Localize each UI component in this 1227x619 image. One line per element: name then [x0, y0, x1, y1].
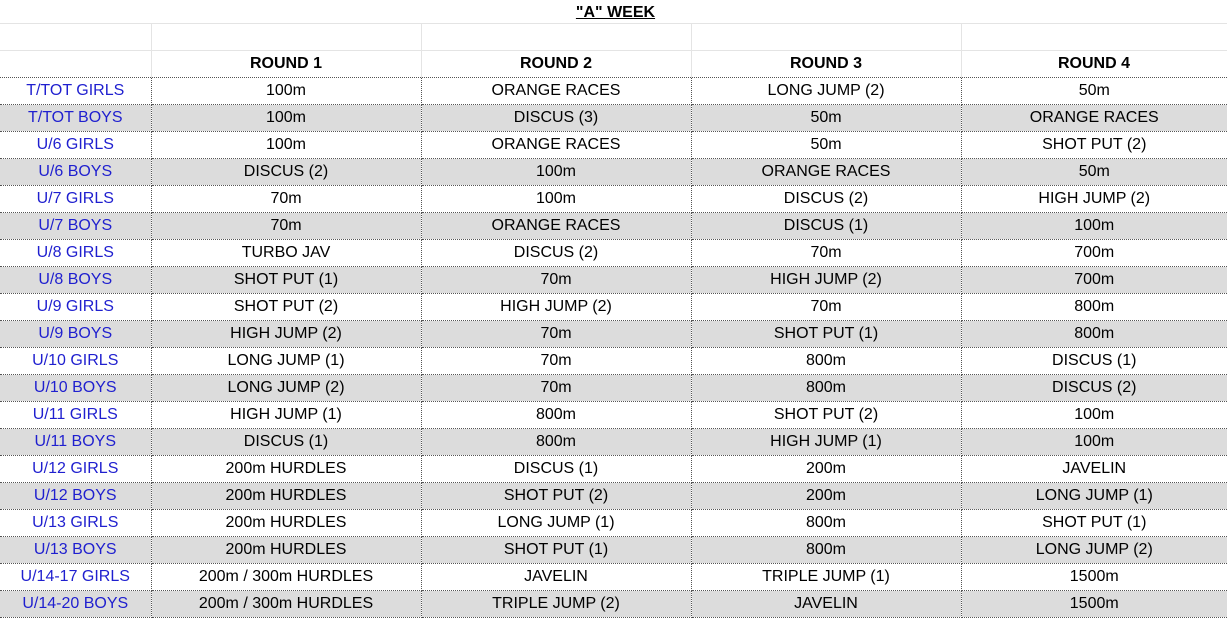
- round-3-event: 800m: [691, 348, 961, 375]
- round-4-event: 50m: [961, 159, 1227, 186]
- group-label: U/10 GIRLS: [0, 348, 151, 375]
- round-4-event: 50m: [961, 78, 1227, 105]
- round-4-event: ORANGE RACES: [961, 105, 1227, 132]
- group-label: U/14-20 BOYS: [0, 591, 151, 618]
- round-1-event: DISCUS (2): [151, 159, 421, 186]
- group-label: U/8 GIRLS: [0, 240, 151, 267]
- header-cell-round-1: ROUND 1: [151, 51, 421, 78]
- group-label: U/6 BOYS: [0, 159, 151, 186]
- table-row: [0, 132, 1227, 159]
- round-2-event: SHOT PUT (1): [421, 537, 691, 564]
- round-3-event: TRIPLE JUMP (1): [691, 564, 961, 591]
- group-label: U/14-17 GIRLS: [0, 564, 151, 591]
- schedule-table: [0, 24, 1227, 618]
- round-3-event: DISCUS (1): [691, 213, 961, 240]
- round-1-event: TURBO JAV: [151, 240, 421, 267]
- blank-cell: [0, 24, 151, 51]
- round-1-event: DISCUS (1): [151, 429, 421, 456]
- round-3-event: 70m: [691, 294, 961, 321]
- round-4-event: 700m: [961, 240, 1227, 267]
- round-3-event: SHOT PUT (2): [691, 402, 961, 429]
- group-label: U/7 GIRLS: [0, 186, 151, 213]
- round-2-event: 70m: [421, 375, 691, 402]
- table-row: [0, 105, 1227, 132]
- table-row: [0, 429, 1227, 456]
- table-row: [0, 510, 1227, 537]
- round-4-event: HIGH JUMP (2): [961, 186, 1227, 213]
- round-4-event: LONG JUMP (2): [961, 537, 1227, 564]
- round-1-event: 200m HURDLES: [151, 537, 421, 564]
- round-2-event: 100m: [421, 186, 691, 213]
- round-3-event: 800m: [691, 537, 961, 564]
- round-3-event: 200m: [691, 456, 961, 483]
- header-cell-group: [0, 51, 151, 78]
- group-label: U/9 BOYS: [0, 321, 151, 348]
- table-row: [0, 537, 1227, 564]
- round-2-event: TRIPLE JUMP (2): [421, 591, 691, 618]
- round-2-event: ORANGE RACES: [421, 78, 691, 105]
- round-2-event: DISCUS (3): [421, 105, 691, 132]
- round-1-event: SHOT PUT (2): [151, 294, 421, 321]
- round-3-event: 200m: [691, 483, 961, 510]
- header-cell-round-2: ROUND 2: [421, 51, 691, 78]
- round-2-event: HIGH JUMP (2): [421, 294, 691, 321]
- round-4-event: DISCUS (1): [961, 348, 1227, 375]
- round-2-event: ORANGE RACES: [421, 132, 691, 159]
- round-2-event: 800m: [421, 429, 691, 456]
- round-4-event: 1500m: [961, 564, 1227, 591]
- sheet-title: "A" WEEK: [575, 4, 656, 21]
- header-row: [0, 51, 1227, 78]
- table-row: [0, 78, 1227, 105]
- group-label: U/13 BOYS: [0, 537, 151, 564]
- group-label: U/7 BOYS: [0, 213, 151, 240]
- round-1-event: 100m: [151, 105, 421, 132]
- group-label: U/12 BOYS: [0, 483, 151, 510]
- table-row: [0, 402, 1227, 429]
- round-4-event: JAVELIN: [961, 456, 1227, 483]
- round-4-event: SHOT PUT (1): [961, 510, 1227, 537]
- table-row: [0, 321, 1227, 348]
- group-label: U/9 GIRLS: [0, 294, 151, 321]
- round-2-event: DISCUS (2): [421, 240, 691, 267]
- round-2-event: 100m: [421, 159, 691, 186]
- table-row: [0, 159, 1227, 186]
- table-row: [0, 186, 1227, 213]
- table-row: [0, 240, 1227, 267]
- group-label: T/TOT BOYS: [0, 105, 151, 132]
- table-row: [0, 564, 1227, 591]
- round-2-event: DISCUS (1): [421, 456, 691, 483]
- blank-cell: [691, 24, 961, 51]
- round-4-event: DISCUS (2): [961, 375, 1227, 402]
- round-3-event: HIGH JUMP (2): [691, 267, 961, 294]
- round-3-event: ORANGE RACES: [691, 159, 961, 186]
- round-1-event: 100m: [151, 132, 421, 159]
- group-label: T/TOT GIRLS: [0, 78, 151, 105]
- table-row: [0, 456, 1227, 483]
- round-4-event: LONG JUMP (1): [961, 483, 1227, 510]
- table-row: [0, 267, 1227, 294]
- round-1-event: LONG JUMP (2): [151, 375, 421, 402]
- round-1-event: 200m / 300m HURDLES: [151, 591, 421, 618]
- blank-row: [0, 24, 1227, 51]
- group-label: U/10 BOYS: [0, 375, 151, 402]
- group-label: U/11 BOYS: [0, 429, 151, 456]
- round-4-event: SHOT PUT (2): [961, 132, 1227, 159]
- round-3-event: 70m: [691, 240, 961, 267]
- round-1-event: 100m: [151, 78, 421, 105]
- round-4-event: 100m: [961, 429, 1227, 456]
- round-2-event: LONG JUMP (1): [421, 510, 691, 537]
- round-2-event: SHOT PUT (2): [421, 483, 691, 510]
- round-4-event: 700m: [961, 267, 1227, 294]
- blank-cell: [961, 24, 1227, 51]
- blank-cell: [421, 24, 691, 51]
- round-3-event: 50m: [691, 105, 961, 132]
- round-1-event: HIGH JUMP (2): [151, 321, 421, 348]
- group-label: U/11 GIRLS: [0, 402, 151, 429]
- round-1-event: HIGH JUMP (1): [151, 402, 421, 429]
- group-label: U/13 GIRLS: [0, 510, 151, 537]
- title-row: [0, 0, 1227, 24]
- table-row: [0, 294, 1227, 321]
- round-1-event: 200m HURDLES: [151, 483, 421, 510]
- table-row: [0, 348, 1227, 375]
- round-4-event: 800m: [961, 321, 1227, 348]
- round-3-event: LONG JUMP (2): [691, 78, 961, 105]
- round-1-event: 200m HURDLES: [151, 510, 421, 537]
- round-2-event: 70m: [421, 267, 691, 294]
- round-3-event: DISCUS (2): [691, 186, 961, 213]
- round-4-event: 1500m: [961, 591, 1227, 618]
- round-2-event: JAVELIN: [421, 564, 691, 591]
- group-label: U/12 GIRLS: [0, 456, 151, 483]
- round-3-event: 800m: [691, 510, 961, 537]
- round-2-event: 800m: [421, 402, 691, 429]
- header-cell-round-4: ROUND 4: [961, 51, 1227, 78]
- round-3-event: HIGH JUMP (1): [691, 429, 961, 456]
- round-3-event: 50m: [691, 132, 961, 159]
- round-4-event: 800m: [961, 294, 1227, 321]
- round-2-event: ORANGE RACES: [421, 213, 691, 240]
- table-row: [0, 591, 1227, 618]
- header-cell-round-3: ROUND 3: [691, 51, 961, 78]
- round-1-event: 70m: [151, 186, 421, 213]
- table-row: [0, 483, 1227, 510]
- round-3-event: JAVELIN: [691, 591, 961, 618]
- round-4-event: 100m: [961, 402, 1227, 429]
- blank-cell: [151, 24, 421, 51]
- round-1-event: LONG JUMP (1): [151, 348, 421, 375]
- round-3-event: SHOT PUT (1): [691, 321, 961, 348]
- round-2-event: 70m: [421, 348, 691, 375]
- round-4-event: 100m: [961, 213, 1227, 240]
- group-label: U/6 GIRLS: [0, 132, 151, 159]
- round-1-event: 200m HURDLES: [151, 456, 421, 483]
- table-row: [0, 375, 1227, 402]
- round-1-event: SHOT PUT (1): [151, 267, 421, 294]
- round-3-event: 800m: [691, 375, 961, 402]
- round-1-event: 200m / 300m HURDLES: [151, 564, 421, 591]
- round-2-event: 70m: [421, 321, 691, 348]
- round-1-event: 70m: [151, 213, 421, 240]
- table-row: [0, 213, 1227, 240]
- group-label: U/8 BOYS: [0, 267, 151, 294]
